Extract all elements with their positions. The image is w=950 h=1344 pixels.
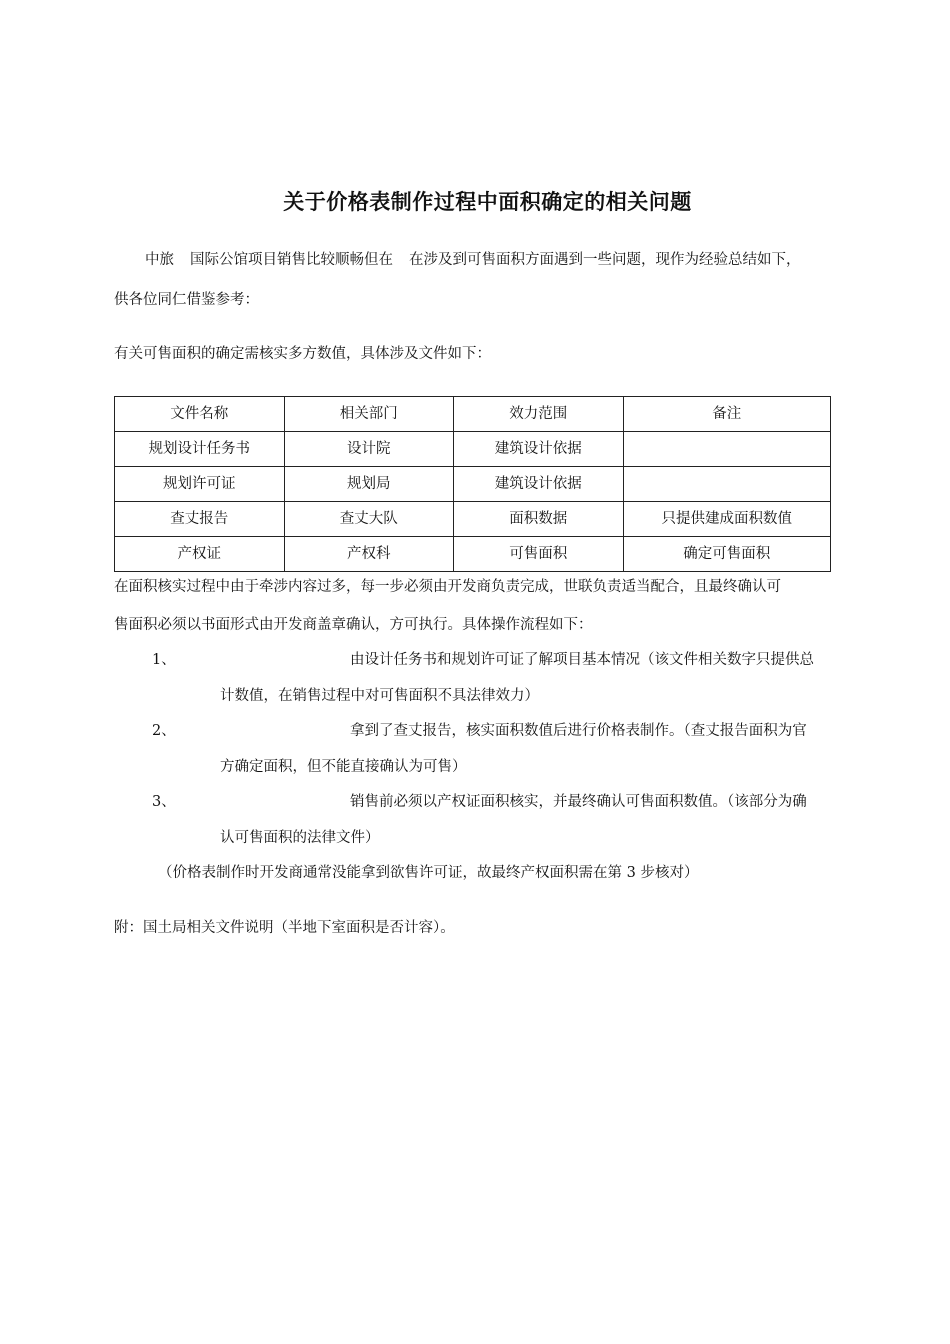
step-text-line2: 方确定面积，但不能直接确认为可售） xyxy=(220,759,467,775)
table-cell: 建筑设计依据 xyxy=(454,432,624,467)
table-header-cell: 相关部门 xyxy=(284,397,454,432)
step-number: 3、 xyxy=(152,794,176,810)
intro-paragraph-line2: 供各位同仁借鉴参考： xyxy=(114,292,259,308)
table-cell: 面积数据 xyxy=(454,502,624,537)
step-text-line2: 认可售面积的法律文件） xyxy=(220,830,380,846)
table-cell: 建筑设计依据 xyxy=(454,467,624,502)
step-text-line1: 由设计任务书和规划许可证了解项目基本情况（该文件相关数字只提供总 xyxy=(350,652,814,668)
table-header-cell: 效力范围 xyxy=(454,397,624,432)
intro-paragraph-line1 xyxy=(145,250,801,270)
step-text-line1: 销售前必须以产权证面积核实，并最终确认可售面积数值。（该部分为确 xyxy=(350,794,807,810)
table-cell xyxy=(623,467,830,502)
table-cell: 规划设计任务书 xyxy=(115,432,285,467)
table-cell: 规划局 xyxy=(284,467,454,502)
table-cell xyxy=(623,432,830,467)
intro-text-segment: 国际公馆项目销售比较顺畅但在 xyxy=(190,252,393,268)
table-cell: 只提供建成面积数值 xyxy=(623,502,830,537)
table-cell: 规划许可证 xyxy=(115,467,285,502)
table-header-row xyxy=(115,397,831,432)
table-row xyxy=(115,432,831,467)
process-paragraph-line2: 售面积必须以书面形式由开发商盖章确认，方可执行。具体操作流程如下： xyxy=(114,617,593,633)
process-paragraph-line1: 在面积核实过程中由于牵涉内容过多，每一步必须由开发商负责完成，世联负责适当配合，且最终确认可 xyxy=(114,579,781,595)
table-row xyxy=(115,502,831,537)
table-cell: 设计院 xyxy=(284,432,454,467)
table-cell: 可售面积 xyxy=(454,537,624,572)
table-cell: 查丈报告 xyxy=(115,502,285,537)
lead-sentence: 有关可售面积的确定需核实多方数值，具体涉及文件如下： xyxy=(114,346,491,362)
table-row xyxy=(115,537,831,572)
table-cell: 确定可售面积 xyxy=(623,537,830,572)
table-cell: 产权证 xyxy=(115,537,285,572)
table-row xyxy=(115,467,831,502)
document-title: 关于价格表制作过程中面积确定的相关问题 xyxy=(283,190,692,214)
table-header-cell: 文件名称 xyxy=(115,397,285,432)
step-text-line2: 计数值，在销售过程中对可售面积不具法律效力） xyxy=(220,688,539,704)
table-cell: 产权科 xyxy=(284,537,454,572)
intro-text-segment: 在涉及到可售面积方面遇到一些问题，现作为经验总结如下， xyxy=(409,252,801,268)
table-cell: 查丈大队 xyxy=(284,502,454,537)
appendix-line: 附：国土局相关文件说明（半地下室面积是否计容）。 xyxy=(114,920,455,936)
table-header-cell: 备注 xyxy=(623,397,830,432)
step-number: 1、 xyxy=(152,652,176,668)
step-text-line1: 拿到了查丈报告，核实面积数值后进行价格表制作。（查丈报告面积为官 xyxy=(350,723,807,739)
files-table xyxy=(114,396,831,572)
process-note: （价格表制作时开发商通常没能拿到欲售许可证，故最终产权面积需在第 3 步核对） xyxy=(158,865,699,881)
intro-text-segment: 中旅 xyxy=(145,252,174,268)
step-number: 2、 xyxy=(152,723,176,739)
